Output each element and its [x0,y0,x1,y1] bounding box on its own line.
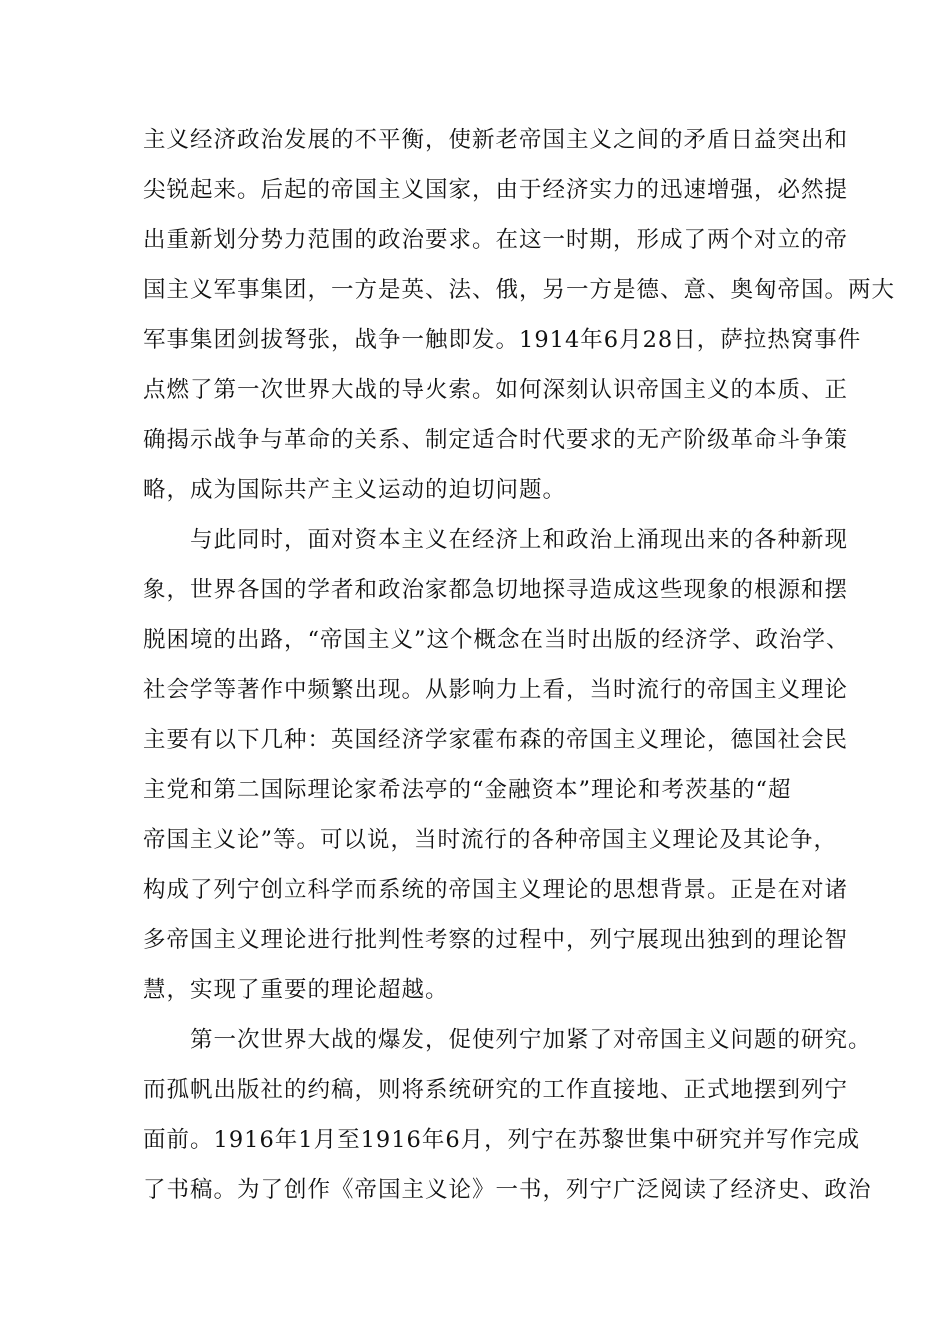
text-line: 国主义军事集团，一方是英、法、俄，另一方是德、意、奥匈帝国。两大 [143,277,896,303]
text-line: 构成了列宁创立科学而系统的帝国主义理论的思想背景。正是在对诸 [143,877,849,903]
text-line: 军事集团剑拔弩张，战争一触即发。1914年6月28日，萨拉热窝事件 [143,327,862,353]
text-line: 面前。1916年1月至1916年6月，列宁在苏黎世集中研究并写作完成 [143,1127,861,1153]
text-line: 略，成为国际共产主义运动的迫切问题。 [143,477,567,503]
text-line: 与此同时，面对资本主义在经济上和政治上涌现出来的各种新现 [190,527,849,553]
text-line: 主党和第二国际理论家希法亭的“金融资本”理论和考茨基的“超 [143,777,792,803]
text-line: 象，世界各国的学者和政治家都急切地探寻造成这些现象的根源和摆 [143,577,849,603]
text-line: 帝国主义论”等。可以说，当时流行的各种帝国主义理论及其论争， [143,827,838,853]
text-line: 点燃了第一次世界大战的导火索。如何深刻认识帝国主义的本质、正 [143,377,849,403]
text-line: 主义经济政治发展的不平衡，使新老帝国主义之间的矛盾日益突出和 [143,127,849,153]
text-line: 了书稿。为了创作《帝国主义论》一书，列宁广泛阅读了经济史、政治 [143,1177,872,1203]
text-line: 慧，实现了重要的理论超越。 [143,977,449,1003]
text-line: 尖锐起来。后起的帝国主义国家，由于经济实力的迅速增强，必然提 [143,177,849,203]
text-line: 脱困境的出路，“帝国主义”这个概念在当时出版的经济学、政治学、 [143,627,850,653]
text-line: 第一次世界大战的爆发，促使列宁加紧了对帝国主义问题的研究。 [190,1027,872,1053]
text-line: 确揭示战争与革命的关系、制定适合时代要求的无产阶级革命斗争策 [143,427,849,453]
text-line: 多帝国主义理论进行批判性考察的过程中，列宁展现出独到的理论智 [143,927,849,953]
text-line: 而孤帆出版社的约稿，则将系统研究的工作直接地、正式地摆到列宁 [143,1077,849,1103]
text-line: 主要有以下几种：英国经济学家霍布森的帝国主义理论，德国社会民 [143,727,849,753]
text-line: 社会学等著作中频繁出现。从影响力上看，当时流行的帝国主义理论 [143,677,849,703]
text-line: 出重新划分势力范围的政治要求。在这一时期，形成了两个对立的帝 [143,227,849,253]
